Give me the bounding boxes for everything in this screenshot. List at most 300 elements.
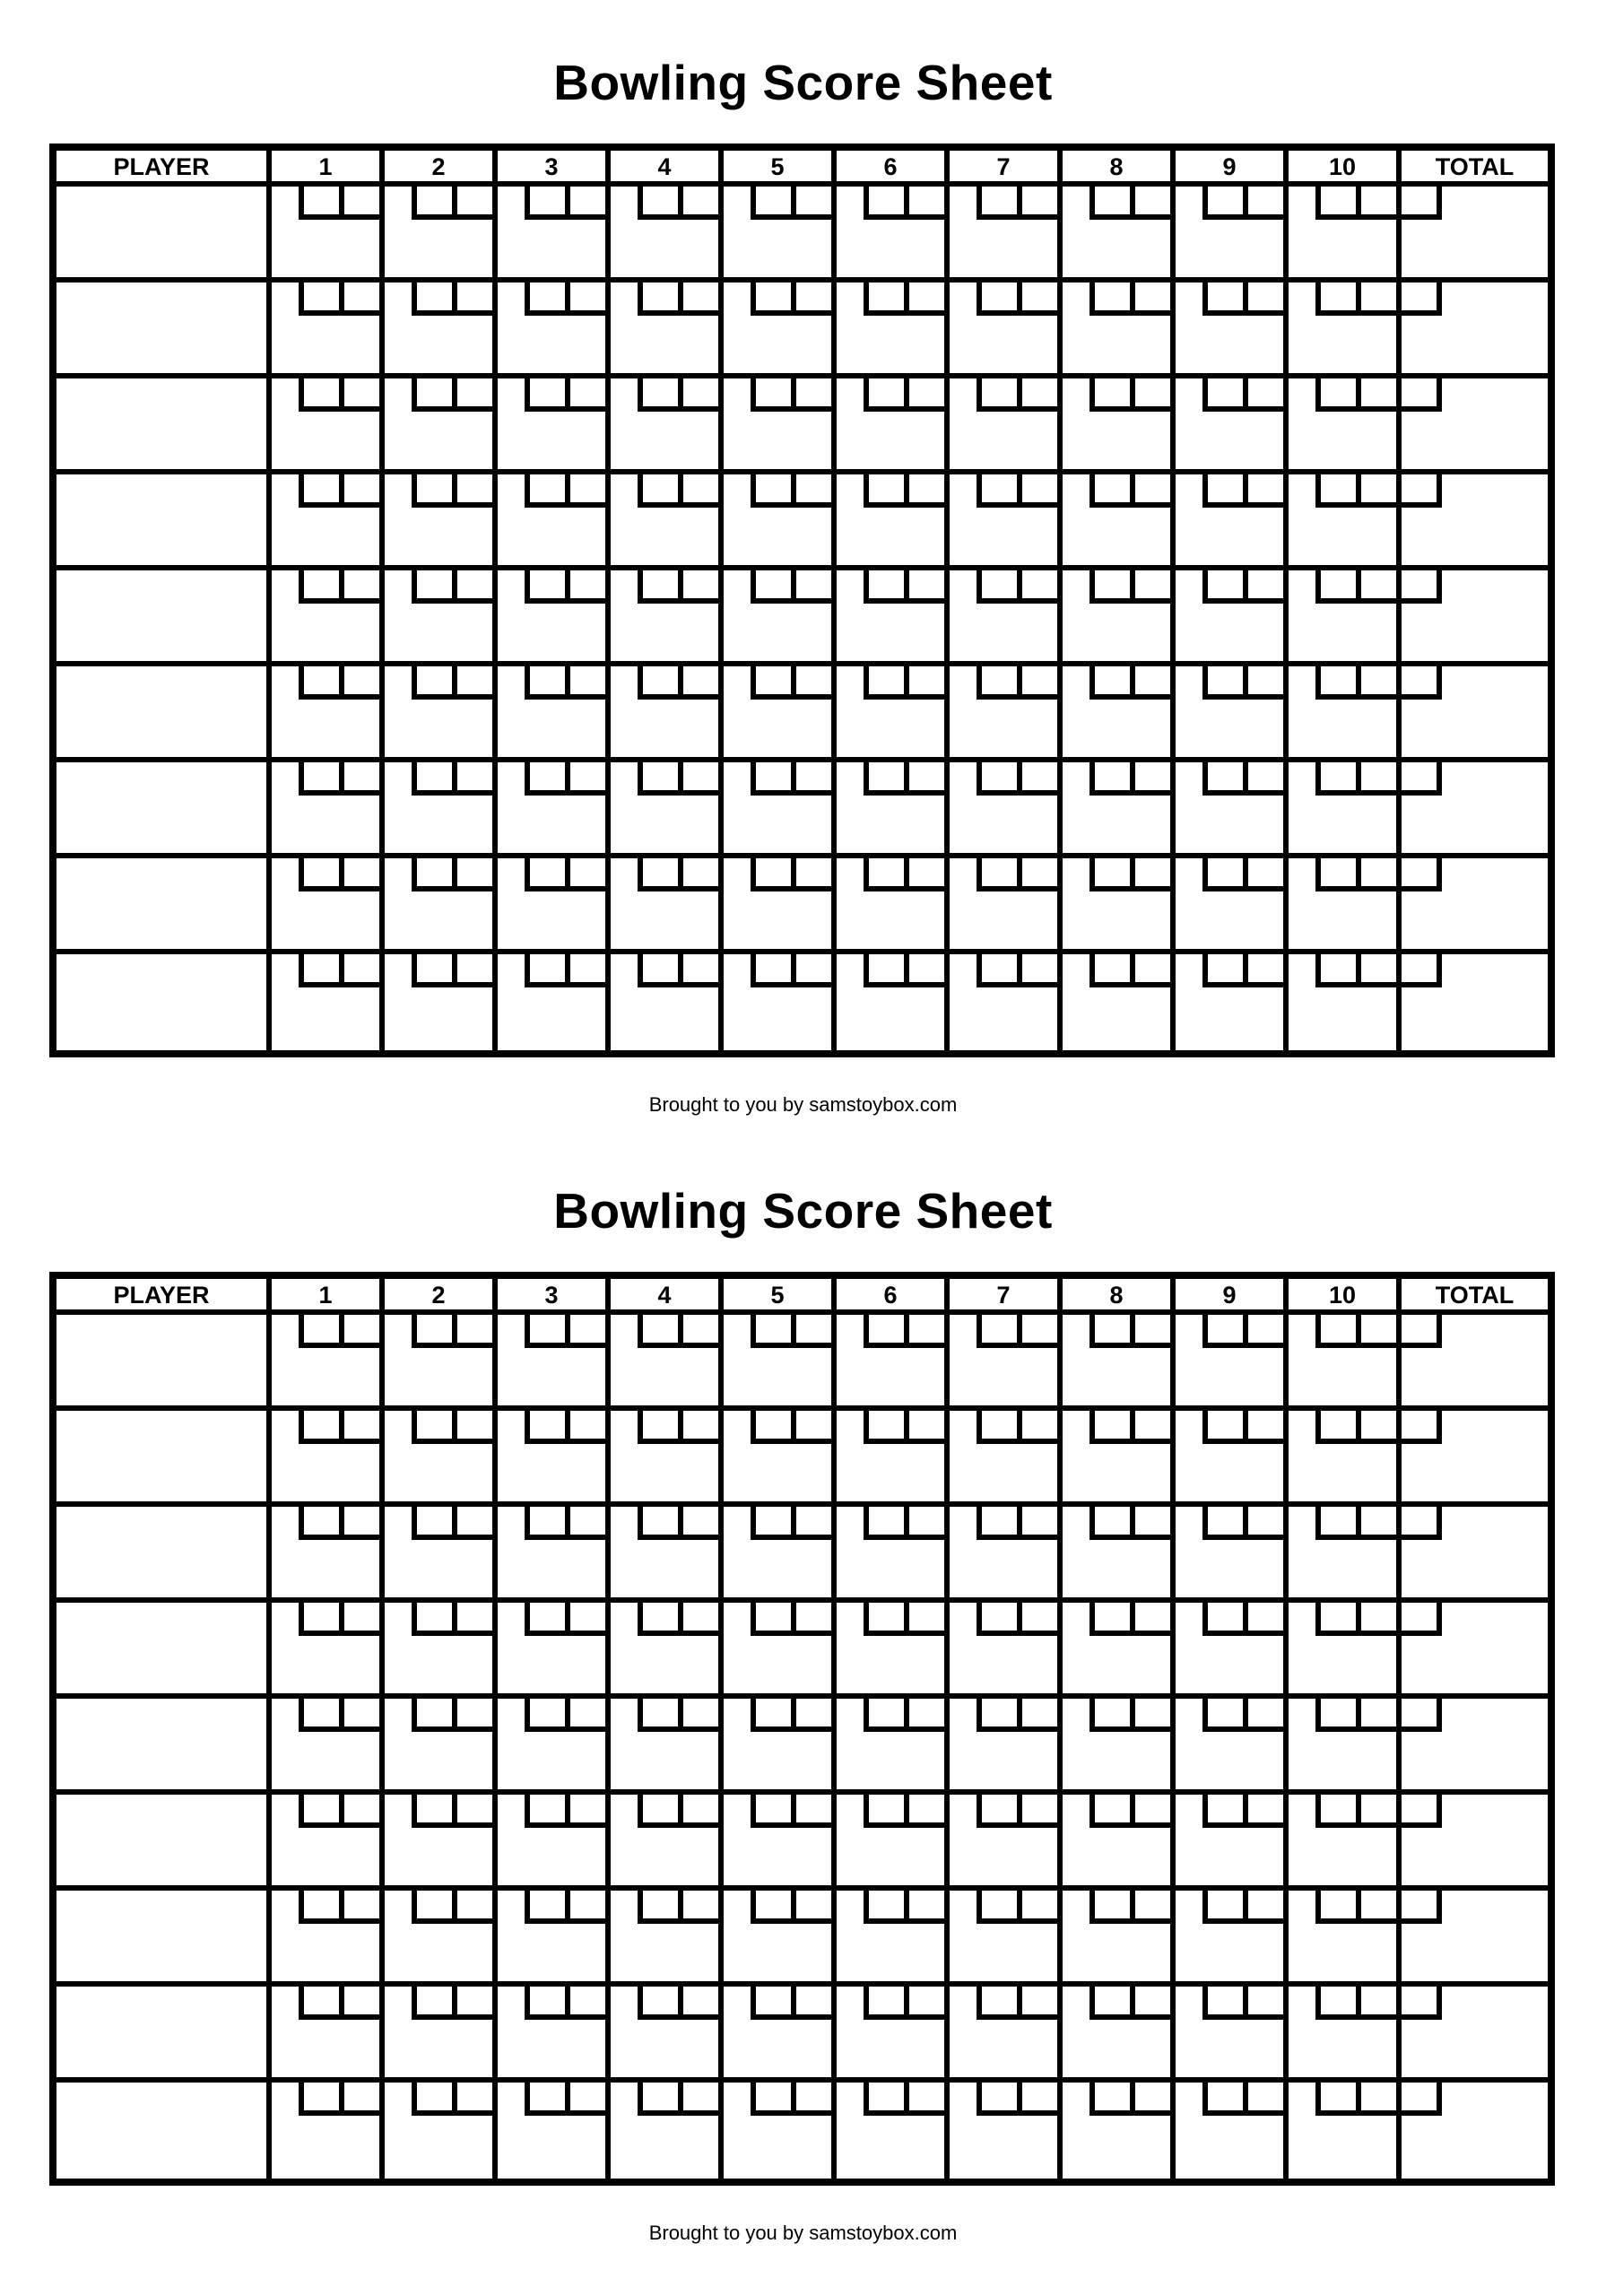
throw-box[interactable] <box>1356 378 1396 412</box>
throw-box[interactable] <box>1315 474 1356 508</box>
frame-3-cell[interactable] <box>498 283 611 373</box>
throw-box[interactable] <box>1243 1699 1283 1732</box>
player-name-cell[interactable] <box>56 378 272 469</box>
frame-4-cell[interactable] <box>611 1987 724 2077</box>
throw-box[interactable] <box>565 1411 605 1444</box>
throw-box[interactable] <box>1202 858 1243 891</box>
frame-8-cell[interactable] <box>1063 1315 1176 1405</box>
throw-box[interactable] <box>525 1699 565 1732</box>
total-cell[interactable] <box>1402 666 1548 757</box>
throw-box[interactable] <box>904 378 944 412</box>
throw-box[interactable] <box>977 187 1017 220</box>
frame-10-cell[interactable] <box>1289 1507 1402 1597</box>
throw-box[interactable] <box>1202 1603 1243 1636</box>
throw-box[interactable] <box>1089 1699 1130 1732</box>
throw-box[interactable] <box>1402 666 1442 700</box>
throw-box[interactable] <box>864 666 904 700</box>
throw-box[interactable] <box>751 570 791 604</box>
throw-box[interactable] <box>412 858 452 891</box>
player-name-cell[interactable] <box>56 1603 272 1693</box>
throw-box[interactable] <box>1402 570 1442 604</box>
throw-box[interactable] <box>678 378 718 412</box>
throw-box[interactable] <box>1315 762 1356 796</box>
throw-box[interactable] <box>638 283 678 316</box>
throw-box[interactable] <box>299 1603 339 1636</box>
throw-box[interactable] <box>1017 954 1057 987</box>
frame-1-cell[interactable] <box>272 1507 385 1597</box>
throw-box[interactable] <box>751 1603 791 1636</box>
frame-5-cell[interactable] <box>724 1411 837 1501</box>
throw-box[interactable] <box>452 1603 492 1636</box>
frame-6-cell[interactable] <box>837 187 950 277</box>
frame-4-cell[interactable] <box>611 187 724 277</box>
throw-box[interactable] <box>1243 1315 1283 1348</box>
throw-box[interactable] <box>864 1507 904 1540</box>
throw-box[interactable] <box>1243 2083 1283 2116</box>
throw-box[interactable] <box>1089 474 1130 508</box>
frame-2-cell[interactable] <box>385 570 498 661</box>
frame-4-cell[interactable] <box>611 666 724 757</box>
throw-box[interactable] <box>299 1315 339 1348</box>
throw-box[interactable] <box>1202 283 1243 316</box>
frame-7-cell[interactable] <box>950 1411 1063 1501</box>
throw-box[interactable] <box>412 1603 452 1636</box>
throw-box[interactable] <box>864 283 904 316</box>
throw-box[interactable] <box>1402 1315 1442 1348</box>
frame-6-cell[interactable] <box>837 283 950 373</box>
total-cell[interactable] <box>1402 1987 1548 2077</box>
frame-9-cell[interactable] <box>1176 570 1289 661</box>
throw-box[interactable] <box>565 1795 605 1828</box>
throw-box[interactable] <box>864 1987 904 2020</box>
throw-box[interactable] <box>904 187 944 220</box>
throw-box[interactable] <box>339 1891 379 1924</box>
throw-box[interactable] <box>638 666 678 700</box>
throw-box[interactable] <box>1315 283 1356 316</box>
throw-box[interactable] <box>1130 1411 1170 1444</box>
throw-box[interactable] <box>1017 2083 1057 2116</box>
throw-box[interactable] <box>525 1507 565 1540</box>
throw-box[interactable] <box>791 1795 831 1828</box>
throw-box[interactable] <box>1202 378 1243 412</box>
throw-box[interactable] <box>1243 1507 1283 1540</box>
frame-7-cell[interactable] <box>950 1891 1063 1981</box>
throw-box[interactable] <box>791 954 831 987</box>
throw-box[interactable] <box>565 1699 605 1732</box>
throw-box[interactable] <box>565 1315 605 1348</box>
throw-box[interactable] <box>339 666 379 700</box>
frame-10-cell[interactable] <box>1289 378 1402 469</box>
throw-box[interactable] <box>678 1507 718 1540</box>
frame-8-cell[interactable] <box>1063 570 1176 661</box>
frame-6-cell[interactable] <box>837 1795 950 1885</box>
throw-box[interactable] <box>1202 1315 1243 1348</box>
total-cell[interactable] <box>1402 858 1548 949</box>
frame-8-cell[interactable] <box>1063 474 1176 565</box>
frame-1-cell[interactable] <box>272 666 385 757</box>
throw-box[interactable] <box>638 1603 678 1636</box>
throw-box[interactable] <box>452 666 492 700</box>
throw-box[interactable] <box>751 762 791 796</box>
throw-box[interactable] <box>1202 666 1243 700</box>
throw-box[interactable] <box>864 762 904 796</box>
throw-box[interactable] <box>1017 474 1057 508</box>
frame-1-cell[interactable] <box>272 1795 385 1885</box>
total-cell[interactable] <box>1402 187 1548 277</box>
throw-box[interactable] <box>1202 954 1243 987</box>
throw-box[interactable] <box>678 1699 718 1732</box>
frame-3-cell[interactable] <box>498 954 611 1050</box>
throw-box[interactable] <box>1315 1699 1356 1732</box>
frame-8-cell[interactable] <box>1063 858 1176 949</box>
throw-box[interactable] <box>339 858 379 891</box>
throw-box[interactable] <box>412 1795 452 1828</box>
player-name-cell[interactable] <box>56 2083 272 2179</box>
throw-box[interactable] <box>452 474 492 508</box>
frame-1-cell[interactable] <box>272 1699 385 1789</box>
frame-8-cell[interactable] <box>1063 1699 1176 1789</box>
player-name-cell[interactable] <box>56 1699 272 1789</box>
frame-5-cell[interactable] <box>724 1699 837 1789</box>
frame-6-cell[interactable] <box>837 954 950 1050</box>
throw-box[interactable] <box>904 1795 944 1828</box>
throw-box[interactable] <box>1017 1603 1057 1636</box>
throw-box[interactable] <box>751 1315 791 1348</box>
frame-4-cell[interactable] <box>611 762 724 853</box>
player-name-cell[interactable] <box>56 954 272 1050</box>
frame-8-cell[interactable] <box>1063 378 1176 469</box>
frame-8-cell[interactable] <box>1063 2083 1176 2179</box>
throw-box[interactable] <box>1356 187 1396 220</box>
throw-box[interactable] <box>678 1315 718 1348</box>
total-cell[interactable] <box>1402 1795 1548 1885</box>
frame-2-cell[interactable] <box>385 2083 498 2179</box>
frame-10-cell[interactable] <box>1289 1411 1402 1501</box>
frame-10-cell[interactable] <box>1289 187 1402 277</box>
throw-box[interactable] <box>1315 187 1356 220</box>
throw-box[interactable] <box>1243 1603 1283 1636</box>
frame-1-cell[interactable] <box>272 283 385 373</box>
throw-box[interactable] <box>339 1987 379 2020</box>
frame-6-cell[interactable] <box>837 762 950 853</box>
throw-box[interactable] <box>299 1795 339 1828</box>
frame-10-cell[interactable] <box>1289 1891 1402 1981</box>
throw-box[interactable] <box>977 1699 1017 1732</box>
throw-box[interactable] <box>791 2083 831 2116</box>
throw-box[interactable] <box>751 474 791 508</box>
throw-box[interactable] <box>1130 762 1170 796</box>
throw-box[interactable] <box>1202 1411 1243 1444</box>
throw-box[interactable] <box>638 378 678 412</box>
throw-box[interactable] <box>525 378 565 412</box>
frame-4-cell[interactable] <box>611 2083 724 2179</box>
throw-box[interactable] <box>299 666 339 700</box>
frame-6-cell[interactable] <box>837 1987 950 2077</box>
throw-box[interactable] <box>977 1891 1017 1924</box>
frame-10-cell[interactable] <box>1289 1699 1402 1789</box>
throw-box[interactable] <box>791 474 831 508</box>
throw-box[interactable] <box>339 2083 379 2116</box>
throw-box[interactable] <box>1202 187 1243 220</box>
throw-box[interactable] <box>412 2083 452 2116</box>
throw-box[interactable] <box>525 762 565 796</box>
throw-box[interactable] <box>1017 1891 1057 1924</box>
throw-box[interactable] <box>565 1507 605 1540</box>
throw-box[interactable] <box>1130 1315 1170 1348</box>
throw-box[interactable] <box>1243 858 1283 891</box>
frame-10-cell[interactable] <box>1289 858 1402 949</box>
throw-box[interactable] <box>638 474 678 508</box>
throw-box[interactable] <box>452 762 492 796</box>
frame-5-cell[interactable] <box>724 1987 837 2077</box>
throw-box[interactable] <box>525 283 565 316</box>
frame-10-cell[interactable] <box>1289 1603 1402 1693</box>
frame-1-cell[interactable] <box>272 858 385 949</box>
throw-box[interactable] <box>452 858 492 891</box>
throw-box[interactable] <box>1130 474 1170 508</box>
throw-box[interactable] <box>412 1411 452 1444</box>
frame-3-cell[interactable] <box>498 858 611 949</box>
frame-5-cell[interactable] <box>724 187 837 277</box>
throw-box[interactable] <box>339 378 379 412</box>
throw-box[interactable] <box>1202 2083 1243 2116</box>
throw-box[interactable] <box>977 378 1017 412</box>
throw-box[interactable] <box>565 378 605 412</box>
frame-2-cell[interactable] <box>385 283 498 373</box>
total-cell[interactable] <box>1402 1507 1548 1597</box>
frame-2-cell[interactable] <box>385 378 498 469</box>
throw-box[interactable] <box>678 858 718 891</box>
frame-2-cell[interactable] <box>385 1795 498 1885</box>
frame-6-cell[interactable] <box>837 858 950 949</box>
throw-box[interactable] <box>452 1987 492 2020</box>
throw-box[interactable] <box>1356 1507 1396 1540</box>
throw-box[interactable] <box>1089 1315 1130 1348</box>
frame-8-cell[interactable] <box>1063 187 1176 277</box>
throw-box[interactable] <box>1089 2083 1130 2116</box>
throw-box[interactable] <box>864 1411 904 1444</box>
player-name-cell[interactable] <box>56 1411 272 1501</box>
throw-box[interactable] <box>565 283 605 316</box>
throw-box[interactable] <box>638 1795 678 1828</box>
throw-box[interactable] <box>565 1987 605 2020</box>
throw-box[interactable] <box>339 187 379 220</box>
frame-10-cell[interactable] <box>1289 762 1402 853</box>
frame-1-cell[interactable] <box>272 954 385 1050</box>
throw-box[interactable] <box>1017 858 1057 891</box>
frame-9-cell[interactable] <box>1176 1603 1289 1693</box>
throw-box[interactable] <box>452 283 492 316</box>
throw-box[interactable] <box>751 1699 791 1732</box>
throw-box[interactable] <box>412 283 452 316</box>
frame-6-cell[interactable] <box>837 1891 950 1981</box>
player-name-cell[interactable] <box>56 858 272 949</box>
frame-4-cell[interactable] <box>611 1603 724 1693</box>
throw-box[interactable] <box>1089 1603 1130 1636</box>
throw-box[interactable] <box>525 1603 565 1636</box>
throw-box[interactable] <box>1202 1987 1243 2020</box>
frame-6-cell[interactable] <box>837 1411 950 1501</box>
throw-box[interactable] <box>1402 378 1442 412</box>
throw-box[interactable] <box>452 378 492 412</box>
frame-7-cell[interactable] <box>950 1795 1063 1885</box>
throw-box[interactable] <box>1315 858 1356 891</box>
throw-box[interactable] <box>751 1987 791 2020</box>
throw-box[interactable] <box>565 1891 605 1924</box>
frame-8-cell[interactable] <box>1063 1603 1176 1693</box>
throw-box[interactable] <box>565 762 605 796</box>
frame-5-cell[interactable] <box>724 954 837 1050</box>
throw-box[interactable] <box>1356 762 1396 796</box>
throw-box[interactable] <box>1402 1891 1442 1924</box>
frame-9-cell[interactable] <box>1176 1795 1289 1885</box>
frame-1-cell[interactable] <box>272 2083 385 2179</box>
frame-3-cell[interactable] <box>498 1603 611 1693</box>
frame-2-cell[interactable] <box>385 1987 498 2077</box>
frame-2-cell[interactable] <box>385 1507 498 1597</box>
throw-box[interactable] <box>864 954 904 987</box>
frame-7-cell[interactable] <box>950 1315 1063 1405</box>
total-cell[interactable] <box>1402 1603 1548 1693</box>
throw-box[interactable] <box>525 666 565 700</box>
throw-box[interactable] <box>452 1795 492 1828</box>
frame-3-cell[interactable] <box>498 187 611 277</box>
frame-4-cell[interactable] <box>611 378 724 469</box>
throw-box[interactable] <box>1356 1411 1396 1444</box>
throw-box[interactable] <box>977 1987 1017 2020</box>
throw-box[interactable] <box>1089 762 1130 796</box>
throw-box[interactable] <box>1130 1603 1170 1636</box>
throw-box[interactable] <box>1315 1411 1356 1444</box>
throw-box[interactable] <box>1202 1891 1243 1924</box>
throw-box[interactable] <box>904 858 944 891</box>
throw-box[interactable] <box>412 762 452 796</box>
frame-10-cell[interactable] <box>1289 474 1402 565</box>
throw-box[interactable] <box>638 858 678 891</box>
frame-8-cell[interactable] <box>1063 666 1176 757</box>
frame-4-cell[interactable] <box>611 1315 724 1405</box>
player-name-cell[interactable] <box>56 666 272 757</box>
throw-box[interactable] <box>412 474 452 508</box>
throw-box[interactable] <box>1315 1315 1356 1348</box>
throw-box[interactable] <box>1356 666 1396 700</box>
frame-10-cell[interactable] <box>1289 570 1402 661</box>
throw-box[interactable] <box>1315 1507 1356 1540</box>
throw-box[interactable] <box>339 474 379 508</box>
frame-5-cell[interactable] <box>724 570 837 661</box>
throw-box[interactable] <box>1315 2083 1356 2116</box>
throw-box[interactable] <box>565 474 605 508</box>
throw-box[interactable] <box>1243 666 1283 700</box>
throw-box[interactable] <box>751 1507 791 1540</box>
throw-box[interactable] <box>638 1411 678 1444</box>
throw-box[interactable] <box>1130 1699 1170 1732</box>
frame-2-cell[interactable] <box>385 1699 498 1789</box>
throw-box[interactable] <box>1315 1891 1356 1924</box>
throw-box[interactable] <box>1017 570 1057 604</box>
throw-box[interactable] <box>1356 1315 1396 1348</box>
frame-10-cell[interactable] <box>1289 283 1402 373</box>
throw-box[interactable] <box>904 1891 944 1924</box>
frame-3-cell[interactable] <box>498 378 611 469</box>
frame-5-cell[interactable] <box>724 1603 837 1693</box>
throw-box[interactable] <box>864 1603 904 1636</box>
player-name-cell[interactable] <box>56 570 272 661</box>
throw-box[interactable] <box>791 1411 831 1444</box>
throw-box[interactable] <box>1202 1699 1243 1732</box>
throw-box[interactable] <box>412 666 452 700</box>
throw-box[interactable] <box>977 1603 1017 1636</box>
frame-10-cell[interactable] <box>1289 1987 1402 2077</box>
throw-box[interactable] <box>339 283 379 316</box>
throw-box[interactable] <box>977 666 1017 700</box>
throw-box[interactable] <box>864 2083 904 2116</box>
frame-8-cell[interactable] <box>1063 1795 1176 1885</box>
frame-2-cell[interactable] <box>385 474 498 565</box>
throw-box[interactable] <box>565 1603 605 1636</box>
frame-6-cell[interactable] <box>837 474 950 565</box>
player-name-cell[interactable] <box>56 1795 272 1885</box>
player-name-cell[interactable] <box>56 1891 272 1981</box>
throw-box[interactable] <box>864 187 904 220</box>
throw-box[interactable] <box>1356 2083 1396 2116</box>
throw-box[interactable] <box>299 2083 339 2116</box>
frame-3-cell[interactable] <box>498 666 611 757</box>
frame-2-cell[interactable] <box>385 1891 498 1981</box>
frame-8-cell[interactable] <box>1063 1987 1176 2077</box>
throw-box[interactable] <box>525 2083 565 2116</box>
throw-box[interactable] <box>864 1699 904 1732</box>
throw-box[interactable] <box>299 858 339 891</box>
frame-2-cell[interactable] <box>385 954 498 1050</box>
frame-10-cell[interactable] <box>1289 1795 1402 1885</box>
throw-box[interactable] <box>525 570 565 604</box>
throw-box[interactable] <box>791 187 831 220</box>
throw-box[interactable] <box>904 1699 944 1732</box>
throw-box[interactable] <box>1402 762 1442 796</box>
frame-7-cell[interactable] <box>950 666 1063 757</box>
throw-box[interactable] <box>1243 474 1283 508</box>
throw-box[interactable] <box>565 187 605 220</box>
throw-box[interactable] <box>412 1507 452 1540</box>
frame-4-cell[interactable] <box>611 954 724 1050</box>
throw-box[interactable] <box>1315 1987 1356 2020</box>
throw-box[interactable] <box>1130 1987 1170 2020</box>
throw-box[interactable] <box>412 570 452 604</box>
throw-box[interactable] <box>565 570 605 604</box>
frame-9-cell[interactable] <box>1176 666 1289 757</box>
throw-box[interactable] <box>1130 666 1170 700</box>
throw-box[interactable] <box>1356 1987 1396 2020</box>
frame-7-cell[interactable] <box>950 762 1063 853</box>
frame-5-cell[interactable] <box>724 1891 837 1981</box>
frame-1-cell[interactable] <box>272 1411 385 1501</box>
frame-3-cell[interactable] <box>498 2083 611 2179</box>
throw-box[interactable] <box>977 2083 1017 2116</box>
throw-box[interactable] <box>1089 570 1130 604</box>
throw-box[interactable] <box>1243 762 1283 796</box>
throw-box[interactable] <box>751 1411 791 1444</box>
throw-box[interactable] <box>751 1891 791 1924</box>
throw-box[interactable] <box>864 1795 904 1828</box>
throw-box[interactable] <box>1017 1411 1057 1444</box>
throw-box[interactable] <box>977 858 1017 891</box>
throw-box[interactable] <box>1202 1507 1243 1540</box>
frame-7-cell[interactable] <box>950 570 1063 661</box>
frame-6-cell[interactable] <box>837 378 950 469</box>
throw-box[interactable] <box>1402 858 1442 891</box>
frame-2-cell[interactable] <box>385 1603 498 1693</box>
